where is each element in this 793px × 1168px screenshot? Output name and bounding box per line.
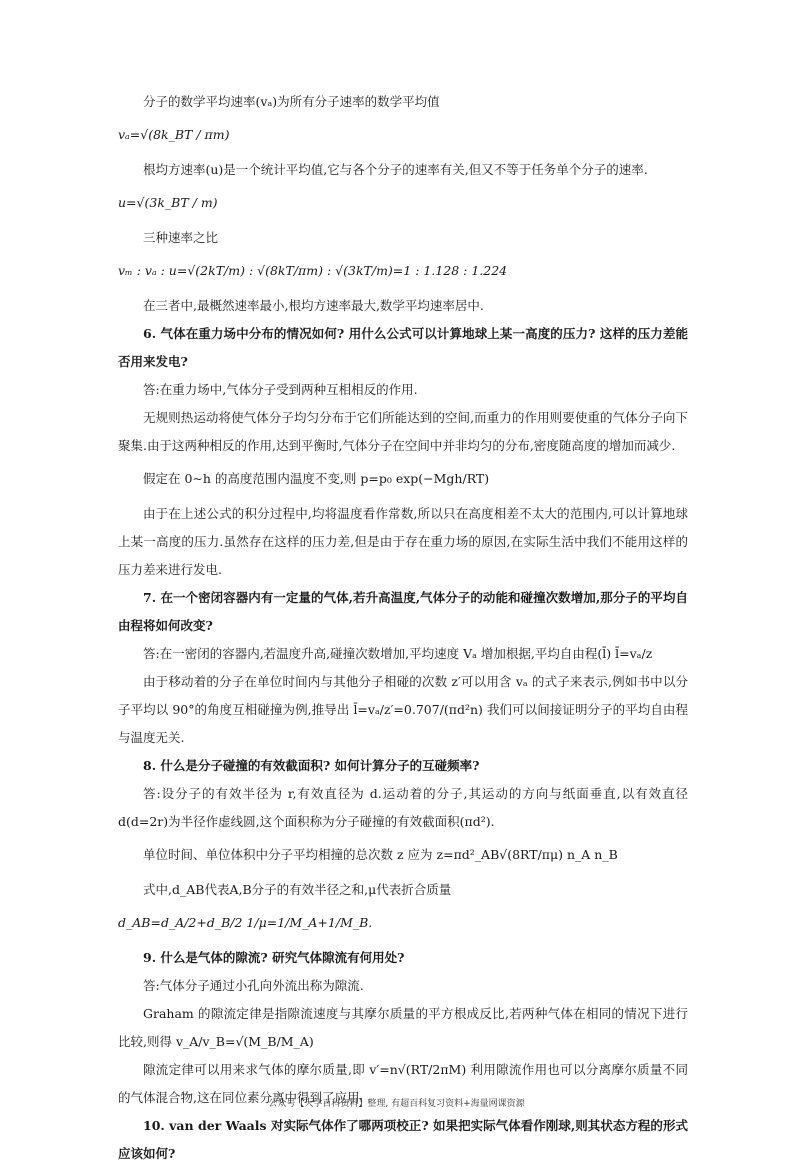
text-line: 分子的数学平均速率(vₐ)为所有分子速率的数学平均值 [143,94,440,109]
answer: 答:在重力场中,气体分子受到两种互相相反的作用. [143,382,418,397]
page-footer: 公众号【大学百科资料】整理, 有超百科复习资料+海量网课资源 [268,1099,525,1109]
text-line: 无规则热运动将使气体分子均匀分布于它们所能达到的空间,而重力的作用则要使重的气体分子向下聚集.由于这两种相反的作用,达到平衡时,气体分子在空间中并非均匀的分布,密度随高度的增加而减少. [118,410,688,453]
text-line: 在三者中,最概然速率最小,根均方速率最大,数学平均速率居中. [143,298,484,313]
text-line: Graham 的隙流定律是指隙流速度与其摩尔质量的平方根成反比,若两种气体在相同的情况下进行比较,则得 v_A/v_B=√(M_B/M_A) [118,1006,688,1049]
text-line: 由于移动着的分子在单位时间内与其他分子相碰的次数 z′可以用含 vₐ 的式子来表示,例如书中以分子平均以 90°的角度互相碰撞为例,推导出 l̄=vₐ/z′=0.707/(πd²n) 我们可以间接证明分子的平均自由程与温度无关. [118,674,688,745]
answer: 答:在一密闭的容器内,若温度升高,碰撞次数增加,平均速度 Vₐ 增加根据,平均自由程(l̄) l̄=vₐ/z [143,646,653,661]
question: 7. 在一个密闭容器内有一定量的气体,若升高温度,气体分子的动能和碰撞次数增加,那分子的平均自由程将如何改变? [118,590,688,633]
answer: 答:气体分子通过小孔向外流出称为隙流. [143,978,364,993]
text-line: 三种速率之比 [143,230,219,245]
formula: u=√(3k_BT / m) [118,195,218,210]
question: 6. 气体在重力场中分布的情况如何? 用什么公式可以计算地球上某一高度的压力? 这样的压力差能否用来发电? [118,326,688,369]
question: 9. 什么是气体的隙流? 研究气体隙流有何用处? [143,950,405,965]
formula: vₐ=√(8k_BT / πm) [118,127,230,142]
formula: d_AB=d_A/2+d_B/2 1/μ=1/M_A+1/M_B. [118,915,373,930]
text-line: 根均方速率(u)是一个统计平均值,它与各个分子的速率有关,但又不等于任务单个分子的速率. [143,162,648,177]
text-line: 隙流定律可以用来求气体的摩尔质量,即 v′=n√(RT/2πM) 利用隙流作用也可以分离摩尔质量不同的气体混合物,这在同位素分离中得到了应用. [118,1062,688,1105]
text-line: 式中,d_AB代表A,B分子的有效半径之和,μ代表折合质量 [143,882,452,897]
formula: vₘ : vₐ : u=√(2kT/m) : √(8kT/πm) : √(3kT/m)=1 : 1.128 : 1.224 [118,263,508,278]
formula: 假定在 0∼h 的高度范围内温度不变,则 p=p₀ exp(−Mgh/RT) [143,471,490,486]
text-line: 由于在上述公式的积分过程中,均将温度看作常数,所以只在高度相差不太大的范围内,可以计算地球上某一高度的压力.虽然存在这样的压力差,但是由于存在重力场的原因,在实际生活中我们不能用这样的压力差来进行发电. [118,506,688,577]
page-body [118,88,688,1168]
formula: 单位时间、单位体积中分子平均相撞的总次数 z 应为 z=πd²_AB√(8RT/πμ) n_A n_B [143,847,618,862]
question: 10. van der Waals 对实际气体作了哪两项校正? 如果把实际气体看作刚球,则其状态方程的形式应该如何? [118,1118,688,1161]
answer: 答:设分子的有效半径为 r,有效直径为 d.运动着的分子,其运动的方向与纸面垂直,以有效直径 d(d=2r)为半径作虚线圆,这个面积称为分子碰撞的有效截面积(πd²). [118,786,688,829]
question: 8. 什么是分子碰撞的有效截面积? 如何计算分子的互碰频率? [143,758,480,773]
